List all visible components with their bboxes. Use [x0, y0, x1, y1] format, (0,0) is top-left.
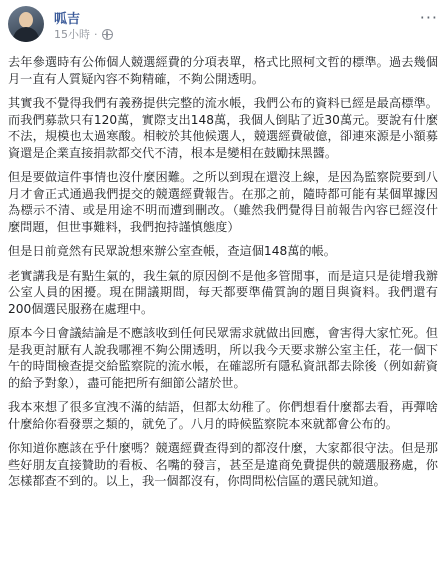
post-paragraph-7: 我本來想了很多宣洩不滿的結語，但都太幼稚了。你們想看什麼都去看，再彈啥什麼給你看發票之類的，就免了。八月的時候監察院本來就都會公布的。: [8, 400, 438, 431]
meta-separator: ·: [94, 27, 98, 41]
post-paragraph-8: 你知道你應該在乎什麼嗎？競選經費查得到的都沒什麼，大家都很守法。但是那些好朋友直接贊助的看板、名嘴的發言，甚至是違商免費提供的競選服務處，你怎樣都查不到的。以上，我一個都沒有，你問問松信區的選民就知道。: [8, 441, 438, 488]
post-paragraph-6: 原本今日會議結論是不應該收到任何民眾需求就做出回應，會害得大家忙死。但是我更討厭有人說我哪裡不夠公開透明，所以我今天要求辦公室主任，花一個下午的時間檢查提交給監察院的流水帳，在確認所有隱私資訊都去除後（例如薪資的給予對象），盡可能把所有細節公諸於世。: [8, 326, 438, 390]
post-paragraph-2: 其實我不覺得我們有義務提供完整的流水帳，我們公布的資料已經是最高標準。而我們募款只有120萬，實際支出148萬，我個人倒貼了近30萬元。要說有什麼不法，規模也太過寒酸。相較於其他候選人，競選經費破億，卻連來源是小額募資還是企業直接捐款都交代不清，根本是變相在鼓勵抹黑醬。: [8, 96, 438, 160]
post-paragraph-4: 但是日前竟然有民眾說想來辦公室查帳，查這個148萬的帳。: [8, 244, 336, 258]
post-header: [8, 6, 438, 46]
post-paragraph-1: 去年參選時有公佈個人競選經費的分項表單，格式比照柯文哲的標準。過去幾個月一直有人質疑內容不夠精確，不夠公開透明。: [8, 55, 438, 86]
post-body: [8, 54, 438, 498]
more-options-icon[interactable]: ···: [419, 8, 438, 27]
post-paragraph-3: 但是要做這件事情也沒什麼困難。之所以到現在還沒上線，是因為監察院要到八月才會正式通過我們提交的競選經費報告。在那之前，隨時都可能有某個單據因為標示不清、或是用途不明而遭到刪改。（雖然我們覺得目前報告內容已經沒什麼問題，但世事難料，我們抱持謹慎態度）: [8, 170, 438, 234]
post-paragraph-5: 老實講我是有點生氣的，我生氣的原因倒不是他多管閒事，而是這只是徒增我辦公室人員的困擾。現在開議期間，每天都要準備質詢的題目與資料。我們還有200個選民服務在處理中。: [8, 268, 438, 316]
post-meta: [54, 26, 113, 42]
author-name[interactable]: 呱吉: [54, 12, 81, 27]
globe-icon[interactable]: [102, 29, 113, 40]
author-avatar[interactable]: [8, 6, 44, 42]
post-timestamp[interactable]: 15小時: [54, 28, 90, 41]
